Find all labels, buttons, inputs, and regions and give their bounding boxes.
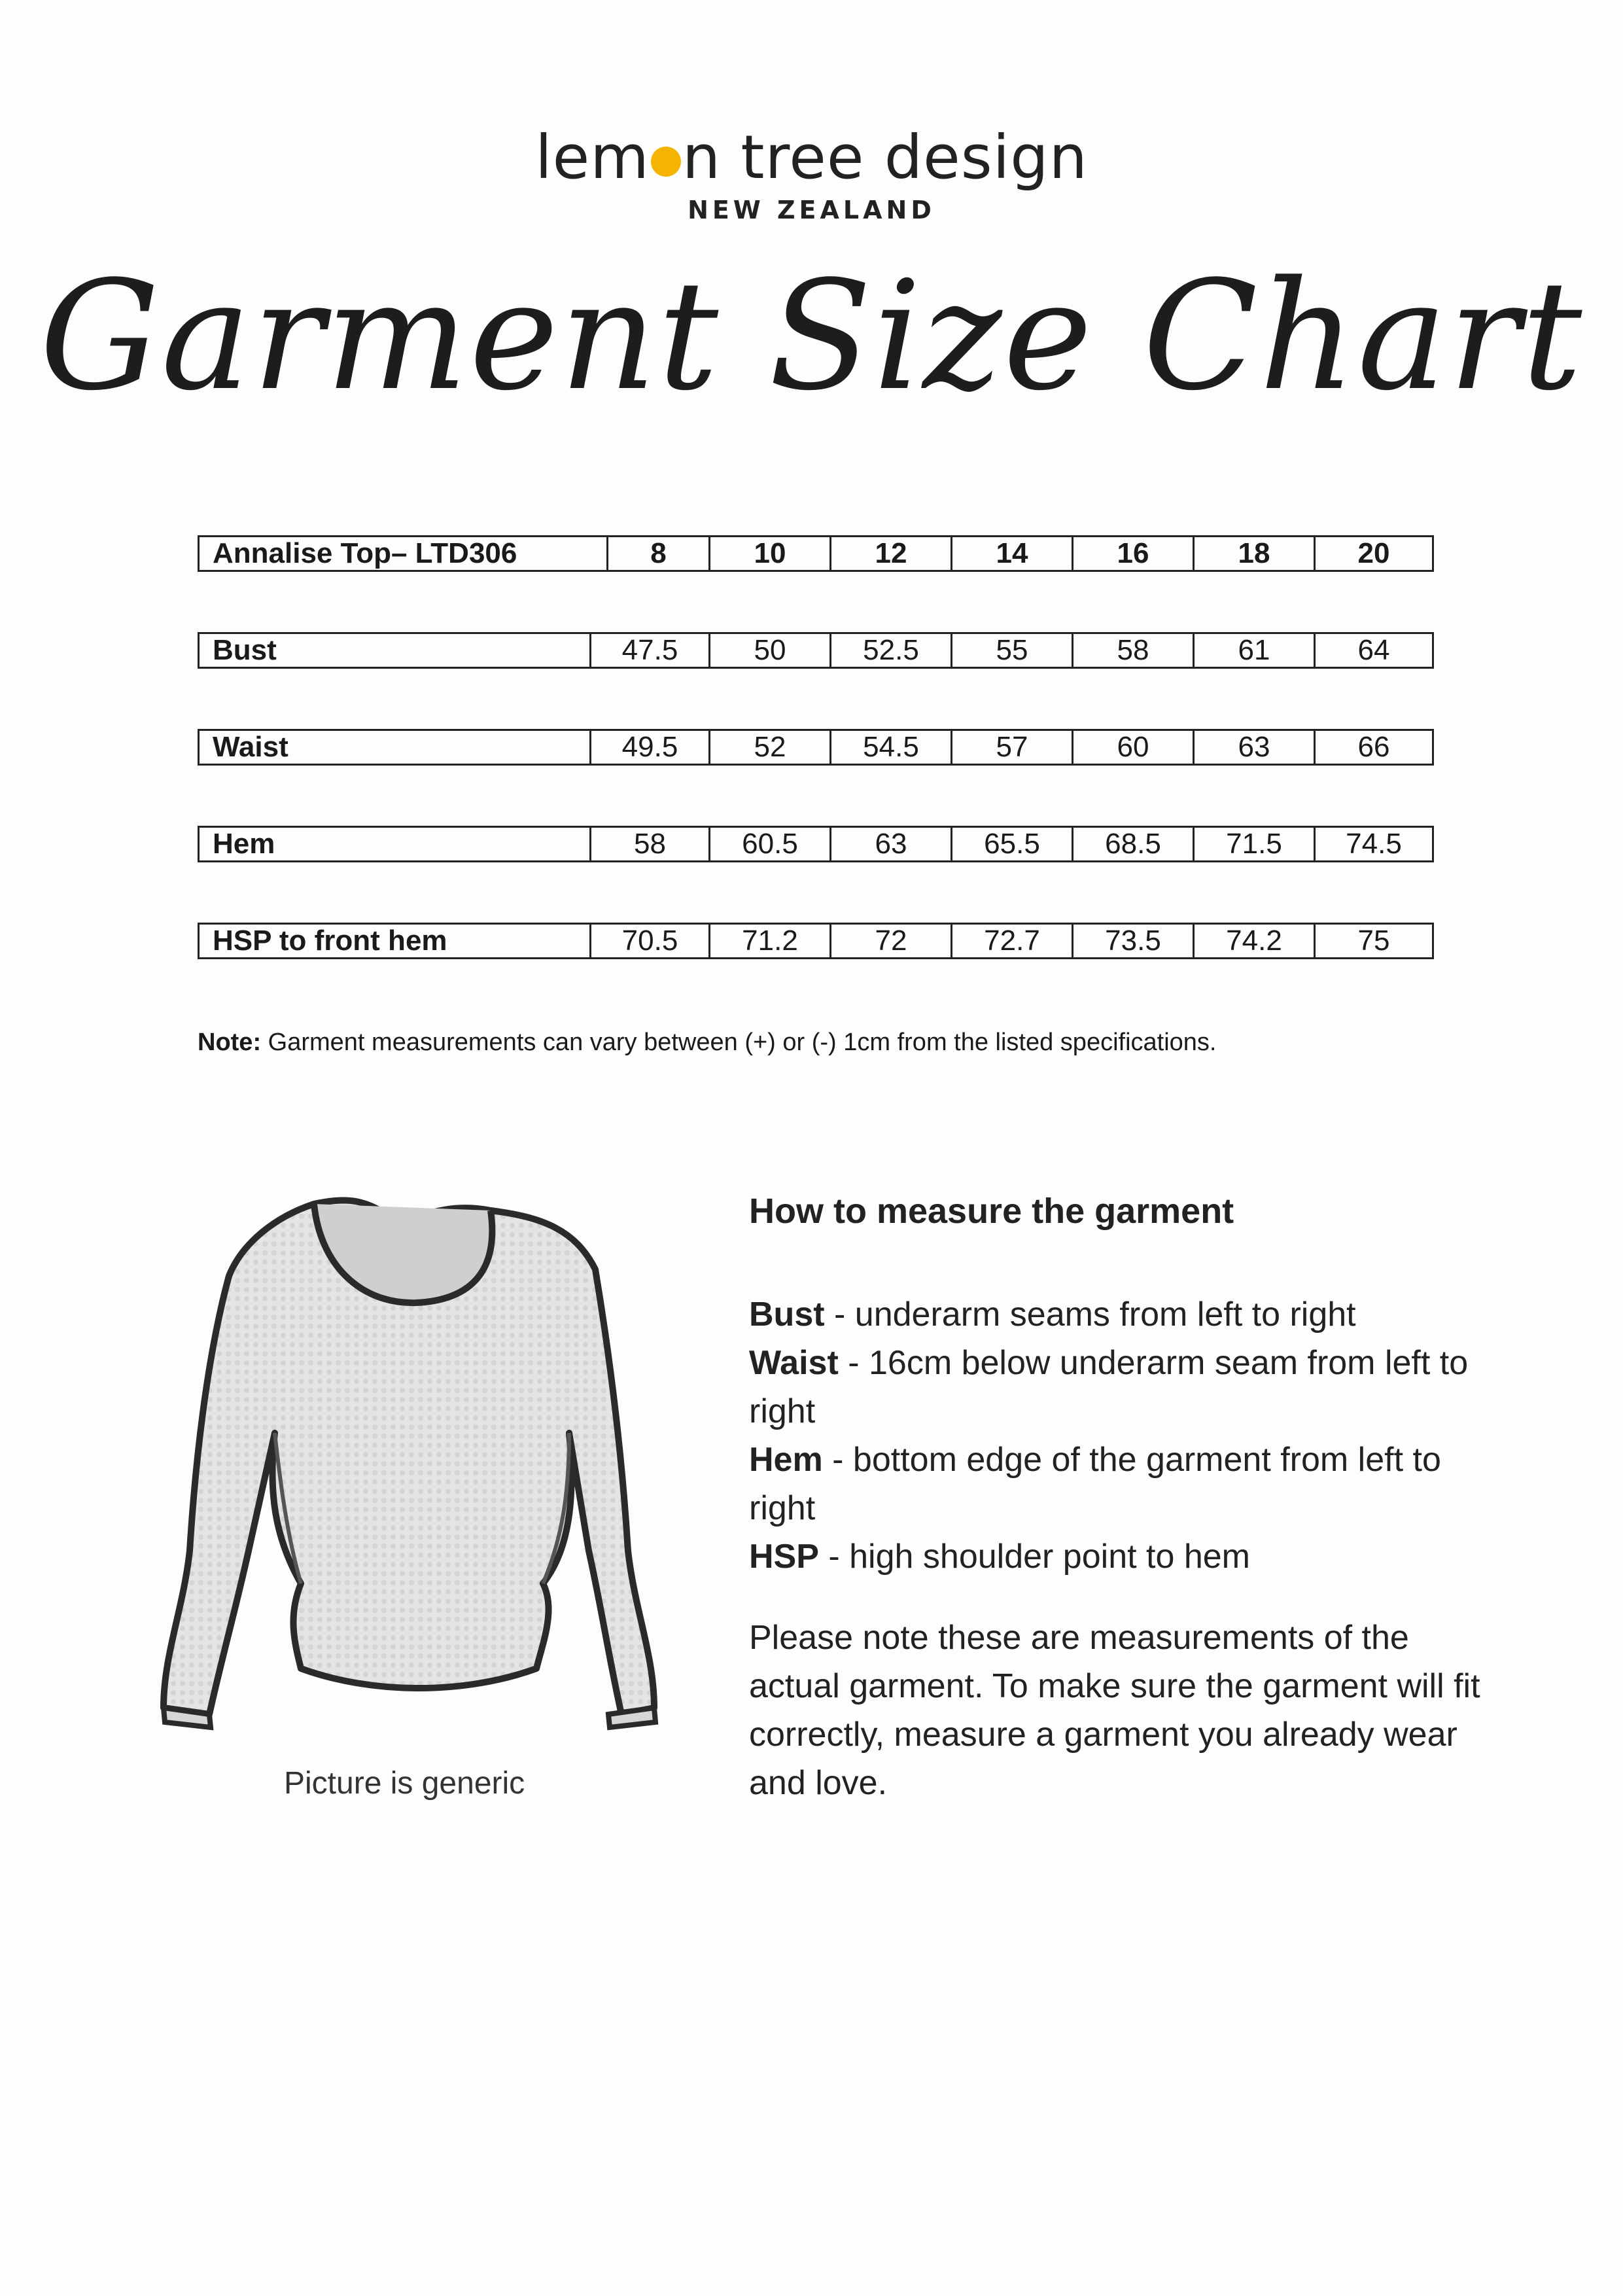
table-cell: 50	[708, 634, 829, 667]
table-row	[198, 729, 1434, 766]
measurement-note	[198, 1029, 1216, 1057]
long-sleeve-top-illustration	[150, 1184, 661, 1747]
measure-item	[749, 1436, 1501, 1532]
table-row-label: Hem	[213, 828, 275, 860]
note-label: Note:	[198, 1029, 262, 1056]
brand-logo	[0, 122, 1623, 224]
brand-name-part-1: lem	[535, 122, 650, 192]
page-title: Garment Size Chart	[39, 249, 1584, 424]
table-cell: 55	[951, 634, 1072, 667]
table-cell: 52.5	[829, 634, 951, 667]
measure-term: Bust	[749, 1296, 825, 1333]
measure-term: Waist	[749, 1344, 839, 1382]
table-cell: 65.5	[951, 828, 1072, 860]
measure-item	[749, 1339, 1501, 1436]
measure-heading: How to measure the garment	[749, 1192, 1234, 1231]
table-cell: 54.5	[829, 731, 951, 764]
lemon-dot-icon	[651, 147, 681, 177]
table-header-cell: Annalise Top– LTD306	[213, 537, 517, 569]
table-header-cell: 8	[606, 537, 708, 570]
table-cell: 72	[829, 925, 951, 957]
table-cell: 61	[1193, 634, 1314, 667]
table-cell: 58	[1072, 634, 1193, 667]
table-cell: 52	[708, 731, 829, 764]
table-cell: 71.2	[708, 925, 829, 957]
table-cell: 60	[1072, 731, 1193, 764]
table-row	[198, 632, 1434, 669]
table-header-cell: 14	[951, 537, 1072, 570]
table-cell: 49.5	[589, 731, 708, 764]
table-header-row	[198, 535, 1434, 572]
table-header-cell: 10	[708, 537, 829, 570]
table-header-cell: 16	[1072, 537, 1193, 570]
table-cell: 70.5	[589, 925, 708, 957]
table-row	[198, 923, 1434, 959]
table-row-label: Bust	[213, 634, 277, 666]
table-cell: 75	[1314, 925, 1432, 957]
brand-subtitle: NEW ZEALAND	[688, 196, 935, 224]
table-cell: 64	[1314, 634, 1432, 667]
table-cell: 74.2	[1193, 925, 1314, 957]
measure-item	[749, 1532, 1501, 1581]
measure-desc: - high shoulder point to hem	[818, 1538, 1250, 1576]
measure-term: Hem	[749, 1441, 823, 1479]
measure-list	[749, 1290, 1501, 1581]
picture-caption: Picture is generic	[284, 1766, 525, 1801]
table-cell: 74.5	[1314, 828, 1432, 860]
table-row	[198, 826, 1434, 862]
note-text: Garment measurements can vary between (+) or (-) 1cm from the listed specifications.	[261, 1029, 1217, 1056]
table-cell: 60.5	[708, 828, 829, 860]
table-header-cell: 18	[1193, 537, 1314, 570]
table-row-label: HSP to front hem	[213, 925, 447, 957]
measure-desc: - bottom edge of the garment from left to right	[749, 1441, 1441, 1527]
table-header-cell: 12	[829, 537, 951, 570]
measure-desc: - underarm seams from left to right	[824, 1296, 1356, 1333]
table-cell: 68.5	[1072, 828, 1193, 860]
table-cell: 63	[829, 828, 951, 860]
table-cell: 66	[1314, 731, 1432, 764]
brand-name	[535, 122, 1088, 192]
table-cell: 47.5	[589, 634, 708, 667]
measure-item	[749, 1290, 1501, 1339]
measure-paragraph: Please note these are measurements of the actual garment. To make sure the garment will fit correctly, measure a garment you already wear and love.	[749, 1619, 1480, 1802]
table-cell: 73.5	[1072, 925, 1193, 957]
table-cell: 57	[951, 731, 1072, 764]
table-header-cell: 20	[1314, 537, 1432, 570]
table-cell: 63	[1193, 731, 1314, 764]
table-cell: 71.5	[1193, 828, 1314, 860]
brand-name-part-2: n tree design	[682, 122, 1088, 192]
measure-term: HSP	[749, 1538, 819, 1576]
table-cell: 58	[589, 828, 708, 860]
measure-desc: - 16cm below underarm seam from left to right	[749, 1344, 1469, 1430]
table-row-label: Waist	[213, 731, 288, 763]
table-cell: 72.7	[951, 925, 1072, 957]
